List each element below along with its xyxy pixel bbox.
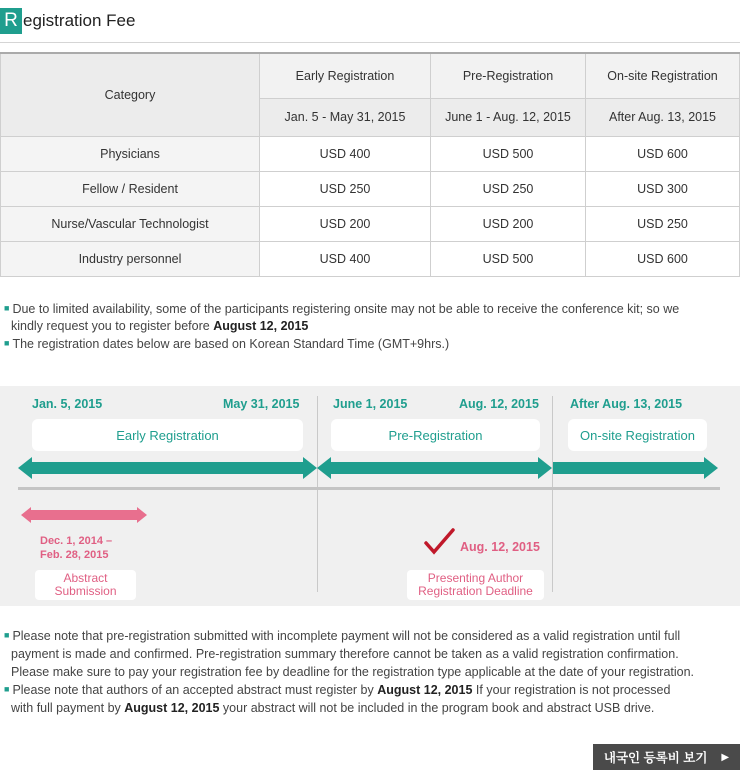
double-arrow-icon [317, 457, 552, 479]
fee-cell: USD 250 [586, 206, 740, 241]
col-dates-pre: June 1 - Aug. 12, 2015 [431, 98, 586, 136]
timeline-axis [18, 487, 720, 490]
table-row [1, 206, 740, 241]
fee-cell: USD 600 [586, 136, 740, 171]
row-category: Fellow / Resident [1, 171, 260, 206]
fee-cell: USD 500 [431, 241, 586, 276]
bullet-icon: ■ [4, 338, 10, 348]
fee-cell: USD 400 [260, 241, 431, 276]
bullet-icon: ■ [4, 630, 10, 640]
category-header: Category [1, 53, 260, 136]
fee-cell: USD 200 [260, 206, 431, 241]
double-arrow-icon [18, 457, 317, 479]
row-category: Industry personnel [1, 241, 260, 276]
table-row [1, 136, 740, 171]
abstract-submission-dates: Dec. 1, 2014 – Feb. 28, 2015 [40, 535, 113, 561]
row-category: Physicians [1, 136, 260, 171]
arrow-right-icon [553, 457, 718, 479]
pre-registration-box: Pre-Registration [331, 419, 540, 451]
fee-cell: USD 500 [431, 136, 586, 171]
note-conference-kit: ■ Due to limited availability, some of the participants registering onsite may not be able to receive the conference kit; so we kindly request you to register before August 12, 2015 [4, 302, 680, 333]
heading-divider [0, 42, 740, 43]
fee-cell: USD 300 [586, 171, 740, 206]
col-header-early: Early Registration [260, 53, 431, 98]
early-registration-box: Early Registration [32, 419, 303, 451]
abstract-submission-label: Abstract Submission [35, 570, 136, 600]
col-dates-onsite: After Aug. 13, 2015 [586, 98, 740, 136]
bullet-icon: ■ [4, 303, 10, 313]
note-timezone: ■ The registration dates below are based on Korean Standard Time (GMT+9hrs.) [4, 337, 450, 351]
section-heading [0, 8, 135, 34]
heading-title: egistration Fee [23, 11, 136, 30]
onsite-start-date: After Aug. 13, 2015 [570, 397, 683, 411]
author-deadline-label: Presenting Author Registration Deadline [407, 570, 544, 600]
deadline-date: Aug. 12, 2015 [460, 540, 540, 554]
fee-cell: USD 250 [431, 171, 586, 206]
note-pre-registration-payment: ■ Please note that pre-registration submitted with incomplete payment will not be considered as a valid registration until full payment is made and confirmed. Pre-registration summary therefore cannot be taken as a valid registration confirmation. Please make sure to pay your registration fee by deadline for the registration type applicable at the date of your registration. [4, 629, 695, 679]
col-header-onsite: On-site Registration [586, 53, 740, 98]
registration-fee-table [0, 52, 740, 277]
fee-cell: USD 400 [260, 136, 431, 171]
button-label: 내국인 등록비 보기 [603, 751, 708, 765]
pre-end-date: Aug. 12, 2015 [459, 397, 539, 411]
registration-timeline [0, 386, 740, 606]
view-domestic-fees-button[interactable] [593, 744, 740, 770]
fee-cell: USD 600 [586, 241, 740, 276]
table-row [1, 241, 740, 276]
col-header-pre: Pre-Registration [431, 53, 586, 98]
pre-start-date: June 1, 2015 [333, 397, 408, 411]
heading-initial: R [0, 8, 22, 34]
note-author-registration: ■ Please note that authors of an accepted abstract must register by August 12, 2015 If your registration is not processed with full payment by August 12, 2015 your abstract will not be included in the program book and abstract USB drive. [4, 683, 671, 715]
bullet-icon: ■ [4, 684, 10, 694]
col-dates-early: Jan. 5 - May 31, 2015 [260, 98, 431, 136]
fee-cell: USD 250 [260, 171, 431, 206]
early-end-date: May 31, 2015 [223, 397, 300, 411]
row-category: Nurse/Vascular Technologist [1, 206, 260, 241]
early-start-date: Jan. 5, 2015 [32, 397, 103, 411]
table-row [1, 171, 740, 206]
checkmark-icon [426, 530, 453, 552]
double-arrow-icon [21, 507, 147, 523]
fee-cell: USD 200 [431, 206, 586, 241]
chevron-right-icon: ▶ [721, 751, 730, 763]
onsite-registration-box: On-site Registration [568, 419, 707, 451]
